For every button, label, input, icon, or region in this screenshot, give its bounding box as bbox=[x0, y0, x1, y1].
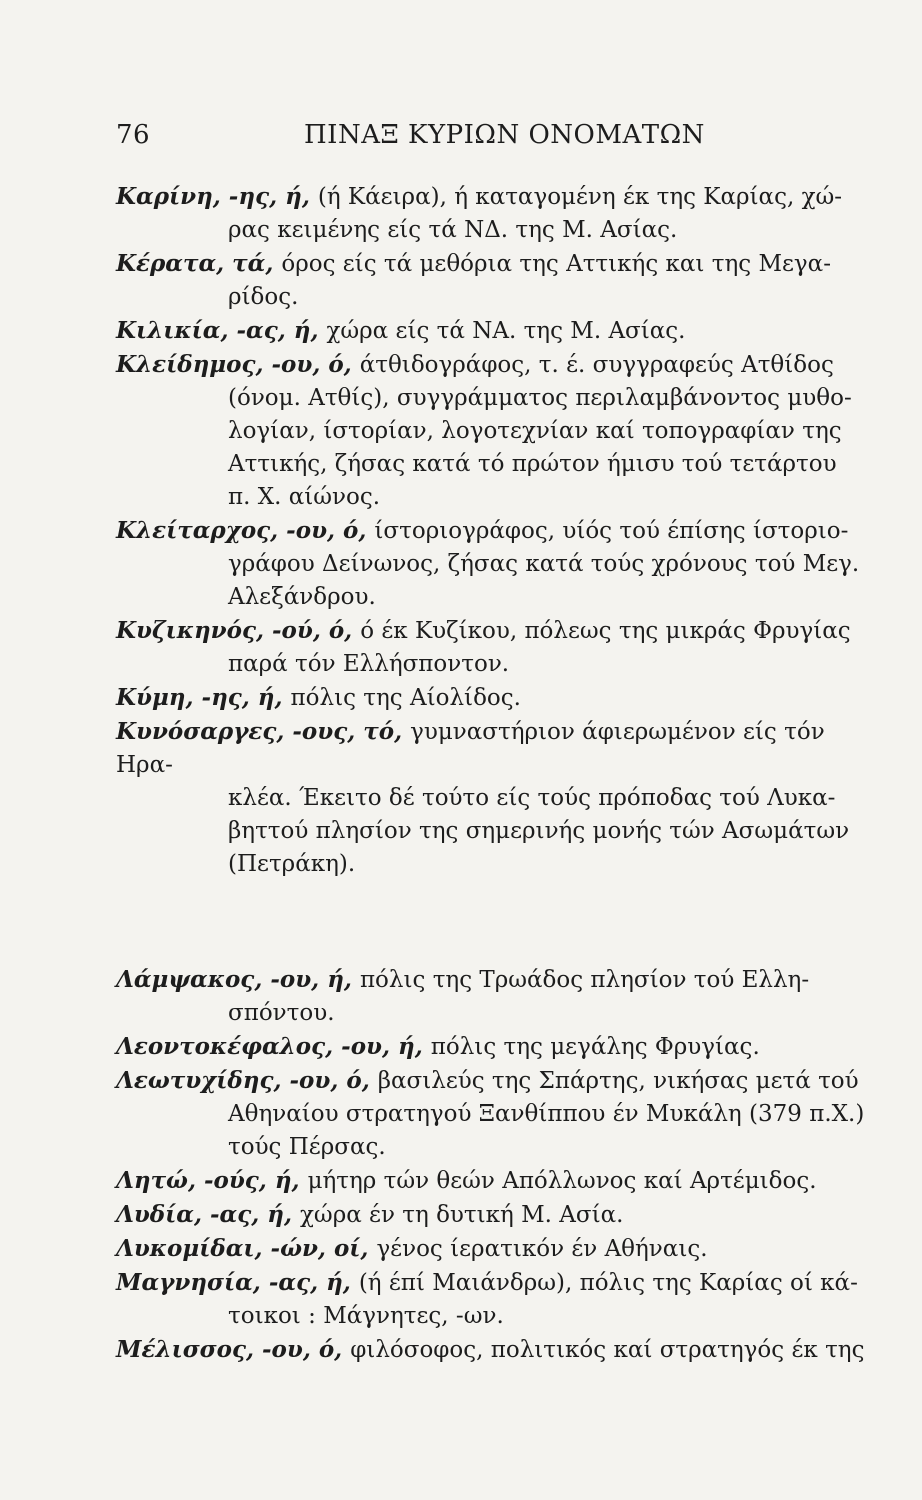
entry-first-line bbox=[116, 1266, 868, 1300]
entry-text: πόλις της μεγάλης Φρυγίας. bbox=[430, 1034, 760, 1060]
index-entry bbox=[116, 681, 868, 715]
entry-text: ρας κειμένης είς τά ΝΔ. της Μ. Ασίας. bbox=[228, 217, 678, 243]
entry-text: χώρα είς τά ΝΑ. της Μ. Ασίας. bbox=[326, 318, 686, 344]
index-entry bbox=[116, 1198, 868, 1232]
entry-continuation-line bbox=[116, 997, 868, 1030]
entry-headword: Λάμψακος, -ου, ή, bbox=[116, 966, 360, 993]
entry-continuation-line bbox=[116, 648, 868, 681]
entry-text: ό έκ Κυζίκου, πόλεως της μικράς Φρυγίας bbox=[360, 618, 851, 644]
entry-first-line bbox=[116, 963, 868, 997]
entry-headword: Κυνόσαργες, -ους, τό, bbox=[116, 718, 411, 745]
index-entry bbox=[116, 180, 868, 247]
entry-first-line bbox=[116, 514, 868, 548]
entry-text: τούς Πέρσας. bbox=[228, 1134, 386, 1160]
entry-continuation-line bbox=[116, 481, 868, 514]
entry-text: βηττού πλησίον της σημερινής μονής τών Ασωμάτων bbox=[228, 818, 850, 844]
entry-headword: Κιλικία, -ας, ή, bbox=[116, 317, 327, 344]
index-entries bbox=[116, 180, 868, 1367]
entry-continuation-line bbox=[116, 1098, 868, 1131]
entry-text: π. Χ. αίώνος. bbox=[228, 484, 381, 510]
entry-first-line bbox=[116, 348, 868, 382]
entry-continuation-line bbox=[116, 448, 868, 481]
index-section-l-m bbox=[116, 963, 868, 1367]
index-entry bbox=[116, 1333, 868, 1367]
index-entry bbox=[116, 1266, 868, 1333]
entry-text: παρά τόν Ελλήσποντον. bbox=[228, 651, 510, 677]
entry-continuation-line bbox=[116, 214, 868, 247]
index-section-k bbox=[116, 180, 868, 881]
entry-text: βασιλεύς της Σπάρτης, νικήσας μετά τού bbox=[377, 1068, 859, 1094]
entry-headword: Κύμη, -ης, ή, bbox=[116, 684, 291, 711]
entry-headword: Κέρατα, τά, bbox=[116, 250, 282, 277]
entry-continuation-line bbox=[116, 782, 868, 815]
entry-text: μήτηρ τών θεών Απόλλωνος καί Αρτέμιδος. bbox=[307, 1168, 817, 1194]
entry-text: (ή έπί Μαιάνδρω), πόλις της Καρίας οί κά- bbox=[358, 1270, 858, 1296]
entry-continuation-line bbox=[116, 382, 868, 415]
entry-first-line bbox=[116, 681, 868, 715]
page-header bbox=[116, 120, 864, 156]
entry-text: γυμναστήριον άφιερωμένον είς τόν Ηρα- bbox=[116, 719, 825, 778]
entry-first-line bbox=[116, 1198, 868, 1232]
entry-first-line bbox=[116, 614, 868, 648]
entry-continuation-line bbox=[116, 848, 868, 881]
index-entry bbox=[116, 1232, 868, 1266]
entry-headword: Λεωτυχίδης, -ου, ό, bbox=[116, 1067, 378, 1094]
index-entry bbox=[116, 1164, 868, 1198]
entry-text: λογίαν, ίστορίαν, λογοτεχνίαν καί τοπογραφίαν της bbox=[228, 418, 842, 444]
index-entry bbox=[116, 514, 868, 614]
entry-text: Αθηναίου στρατηγού Ξανθίππου έν Μυκάλη (379 π.Χ.) bbox=[228, 1101, 865, 1127]
entry-text: τοικοι : Μάγνητες, -ων. bbox=[228, 1303, 504, 1329]
index-entry bbox=[116, 348, 868, 514]
entry-continuation-line bbox=[116, 815, 868, 848]
entry-headword: Κυζικηνός, -ού, ό, bbox=[116, 617, 361, 644]
entry-continuation-line bbox=[116, 581, 868, 614]
entry-continuation-line bbox=[116, 1131, 868, 1164]
entry-first-line bbox=[116, 1064, 868, 1098]
entry-first-line bbox=[116, 180, 868, 214]
entry-text: ρίδος. bbox=[228, 284, 299, 310]
entry-first-line bbox=[116, 1030, 868, 1064]
page-number: 76 bbox=[116, 120, 151, 150]
entry-headword: Κλείδημος, -ου, ό, bbox=[116, 351, 360, 378]
entry-headword: Λυκομίδαι, -ών, οί, bbox=[116, 1235, 377, 1262]
entry-text: (Πετράκη). bbox=[228, 851, 356, 877]
section-gap bbox=[116, 881, 868, 963]
entry-continuation-line bbox=[116, 1300, 868, 1333]
entry-headword: Κλείταρχος, -ου, ό, bbox=[116, 517, 375, 544]
index-entry bbox=[116, 614, 868, 681]
entry-text: όρος είς τά μεθόρια της Αττικής και της Μεγα- bbox=[281, 251, 831, 277]
entry-first-line bbox=[116, 314, 868, 348]
index-entry bbox=[116, 963, 868, 1030]
entry-first-line bbox=[116, 1333, 868, 1367]
index-entry bbox=[116, 715, 868, 881]
entry-first-line bbox=[116, 247, 868, 281]
entry-headword: Λητώ, -ούς, ή, bbox=[116, 1167, 308, 1194]
entry-text: Αττικής, ζήσας κατά τό πρώτον ήμισυ τού τετάρτου bbox=[228, 451, 837, 477]
entry-text: πόλις της Τρωάδος πλησίον τού Ελλη- bbox=[359, 967, 810, 993]
index-entry bbox=[116, 247, 868, 314]
entry-text: γένος ίερατικόν έν Αθήναις. bbox=[376, 1236, 708, 1262]
entry-text: Αλεξάνδρου. bbox=[228, 584, 376, 610]
index-entry bbox=[116, 1030, 868, 1064]
running-head: ΠΙΝΑΞ ΚΥΡΙΩΝ ΟΝΟΜΑΤΩΝ bbox=[304, 120, 705, 150]
entry-headword: Λυδία, -ας, ή, bbox=[116, 1201, 300, 1228]
entry-headword: Μαγνησία, -ας, ή, bbox=[116, 1269, 359, 1296]
entry-text: γράφου Δείνωνος, ζήσας κατά τούς χρόνους τού Μεγ. bbox=[228, 551, 860, 577]
entry-text: ίστοριογράφος, υίός τού έπίσης ίστοριο- bbox=[374, 518, 849, 544]
index-entry bbox=[116, 314, 868, 348]
entry-first-line bbox=[116, 715, 868, 782]
entry-text: (όνομ. Ατθίς), συγγράμματος περιλαμβάνοντος μυθο- bbox=[228, 385, 852, 411]
entry-text: φιλόσοφος, πολιτικός καί στρατηγός έκ της bbox=[350, 1337, 865, 1363]
entry-text: χώρα έν τη δυτική Μ. Ασία. bbox=[300, 1202, 624, 1228]
entry-headword: Μέλισσος, -ου, ό, bbox=[116, 1336, 351, 1363]
entry-text: πόλις της Αίολίδος. bbox=[290, 685, 521, 711]
entry-continuation-line bbox=[116, 415, 868, 448]
entry-text: (ή Κάειρα), ή καταγομένη έκ της Καρίας, χώ- bbox=[317, 184, 843, 210]
entry-headword: Λεοντοκέφαλος, -ου, ή, bbox=[116, 1033, 431, 1060]
entry-first-line bbox=[116, 1232, 868, 1266]
entry-text: σπόντου. bbox=[228, 1000, 335, 1026]
index-entry bbox=[116, 1064, 868, 1164]
entry-headword: Καρίνη, -ης, ή, bbox=[116, 183, 318, 210]
entry-text: κλέα. Έκειτο δέ τούτο είς τούς πρόποδας τού Λυκα- bbox=[228, 785, 836, 811]
entry-continuation-line bbox=[116, 281, 868, 314]
entry-continuation-line bbox=[116, 548, 868, 581]
entry-text: άτθιδογράφος, τ. έ. συγγραφεύς Ατθίδος bbox=[359, 352, 834, 378]
entry-first-line bbox=[116, 1164, 868, 1198]
